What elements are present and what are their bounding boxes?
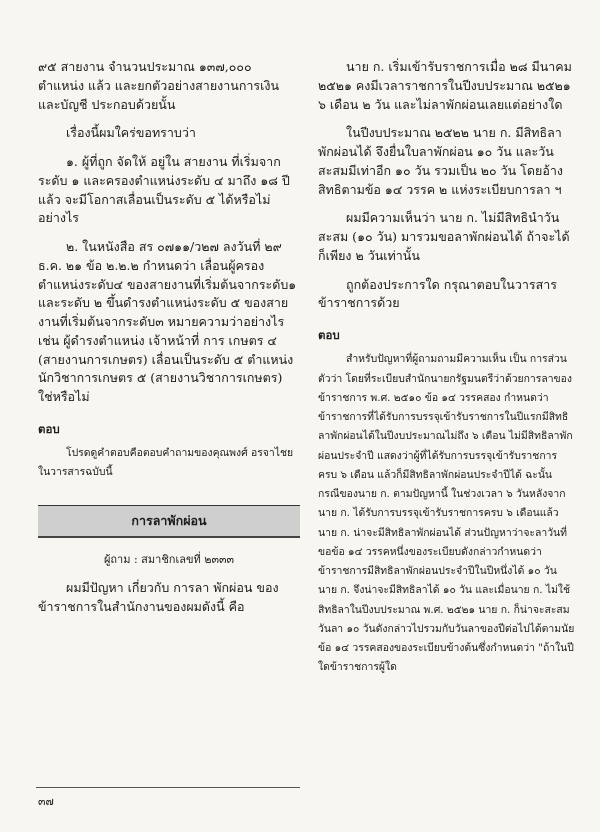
- left-paragraph-1: ๙๕ สายงาน จำนวนประมาณ ๑๓๗,๐๐๐ ตำแหน่ง แล้ว และยกตัวอย่างสายงานการเงินและบัญชี ประกอบด้วยนั้น: [38, 59, 280, 112]
- right-answer-label: ตอบ: [318, 328, 340, 342]
- question-1: ๑. ผู้ที่ถูก จัดให้ อยู่ใน สายงาน ที่เริ่มจาก ระดับ ๑ และครองตำแหน่งระดับ ๔ มาถึง ๑๘ ปี แล้ว จะมีโอกาสเลื่อนเป็นระดับ ๕ ได้หรือไม่ อย่างไร: [38, 154, 290, 226]
- left-column: [38, 58, 300, 626]
- right-paragraph-2: ในปีงบประมาณ ๒๕๒๒ นาย ก. มีสิทธิลาพักผ่อนได้ จึงยื่นใบลาพักผ่อน ๑๐ วัน และวันสะสมมีเท่าอีก ๑๐ วัน รวมเป็น ๒๐ วัน โดยอ้างสิทธิตามข้อ ๑๔ วรรค ๒ แห่งระเบียบการลา ฯ: [318, 125, 563, 197]
- answer-label: ตอบ: [38, 421, 60, 436]
- right-column: [318, 58, 576, 688]
- right-paragraph-4: ถูกต้องประการใด กรุณาตอบในวารสารข้าราชการด้วย: [318, 276, 557, 311]
- right-answer-text: สำหรับปัญหาที่ผู้ถามถามมีความเห็น เป็น การส่วนตัวว่า โดยที่ระเบียบสำนักนายกรัฐมนตรีว่าด้วยการลาของข้าราชการ พ.ศ. ๒๕๑๐ ข้อ ๑๔ วรรคสอง กำหนดว่า ข้าราชการที่ได้รับการบรรจุเข้ารับราชการในปีแรกมีสิทธิลาพักผ่อนได้ในปีงบประมาณไม่ถึง ๖ เดือน ไม่มีสิทธิลาพักผ่อนประจำปี แสดงว่าผู้ที่ได้รับการบรรจุเข้ารับราชการครบ ๖ เดือน แล้วก็มีสิทธิลาพักผ่อนประจำปีได้ ฉะนั้น กรณีของนาย ก. ตามปัญหานี้ ในช่วงเวลา ๖ วันหลังจากนาย ก. ได้รับการบรรจุเข้ารับราชการครบ ๖ เดือนแล้ว นาย ก. น่าจะมีสิทธิลาพักผ่อนได้ ส่วนปัญหาว่าจะลาวันที่ขอข้อ ๑๔ วรรคหนึ่งของระเบียบดังกล่าวกำหนดว่า ข้าราชการมีสิทธิลาพักผ่อนประจำปีในปีหนึ่งได้ ๑๐ วัน นาย ก. จึงน่าจะมีสิทธิลาได้ ๑๐ วัน และเมื่อนาย ก. ไม่ใช้สิทธิลาในปีงบประมาณ พ.ศ. ๒๕๒๑ นาย ก. ก็น่าจะสะสมวันลา ๑๐ วันดังกล่าวไปรวมกับวันลาของปีต่อไปได้ตามนัยข้อ ๑๔ วรรคสองของระเบียบข้างต้นซึ่งกำหนดว่า "ถ้าในปีใดข้าราชการผู้ใด: [318, 353, 575, 674]
- question-intro: เรื่องนี้ผมใคร่ขอทราบว่า: [66, 125, 196, 141]
- page-number: ๓๗: [38, 795, 54, 808]
- right-paragraph-3: ผมมีความเห็นว่า นาย ก. ไม่มีสิทธินำวันสะสม (๑๐ วัน) มารวมขอลาพักผ่อนได้ ถ้าจะได้ก็เพียง ๒ วันเท่านั้น: [318, 210, 570, 263]
- right-paragraph-1: นาย ก. เริ่มเข้ารับราชการเมื่อ ๒๘ มีนาคม ๒๕๒๑ คงมีเวลาราชการในปีงบประมาณ ๒๕๒๑ ๖ เดือน ๒ วัน และไม่ลาพักผ่อนเลยแต่อย่างใด: [318, 59, 572, 112]
- section-title: การลาพักผ่อน: [38, 506, 300, 539]
- question-start: ผมมีปัญหา เกี่ยวกับ การลา พักผ่อน ของข้าราชการในสำนักงานของผมดังนี้ คือ: [38, 579, 279, 614]
- question-2: ๒. ในหนังสือ สร ๐๗๑๑/ว๒๗ ลงวันที่ ๒๙ ธ.ค. ๒๑ ข้อ ๒.๒.๒ กำหนดว่า เลื่อนผู้ครองตำแหน่งระดับ๔ ของสายงานที่เริ่มต้นจากระดับ๑ และระดับ ๒ ขึ้นดำรงตำแหน่งระดับ ๕ ของสายงานที่เริ่มต้นจากระดับ๓ หมายความว่าอย่างไร เช่น ผู้ดำรงตำแหน่ง เจ้าหน้าที่ การ เกษตร ๔ (สายงานการเกษตร) เลื่อนเป็นระดับ ๕ ตำแหน่งนักวิชาการเกษตร ๕ (สายงานวิชาการเกษตร) ใช่หรือไม่: [38, 239, 297, 404]
- footer-rule: [36, 787, 300, 788]
- answer-text: โปรดดูคำตอบคือตอบคำถามของคุณพงศ์ อรจาไชย ในวารสารฉบับนี้: [38, 447, 294, 479]
- asker-line: ผู้ถาม : สมาชิกเลขที่ ๒๓๓๓: [103, 553, 235, 567]
